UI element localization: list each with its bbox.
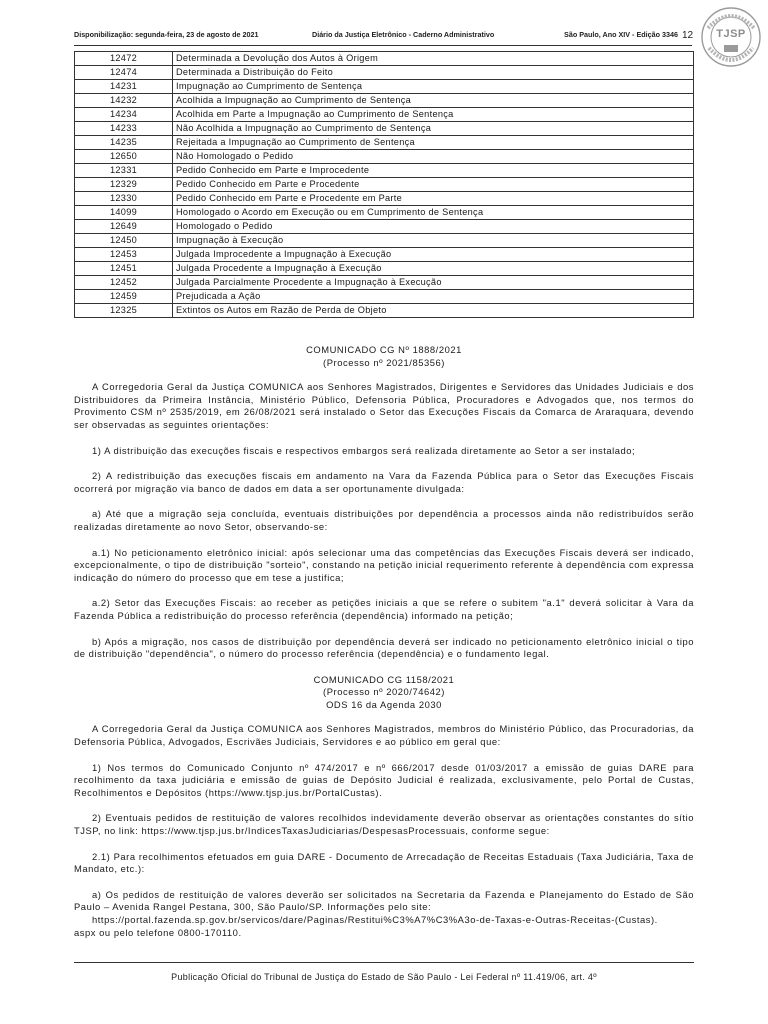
journal-name: Diário da Justiça Eletrônico - Caderno Administrativo: [312, 30, 495, 39]
table-row: [75, 290, 694, 304]
movement-code: 12649: [75, 220, 173, 234]
movement-description: Rejeitada a Impugnação ao Cumprimento de Sentença: [173, 136, 694, 150]
movement-code: 14234: [75, 108, 173, 122]
movement-description: Extintos os Autos em Razão de Perda de Objeto: [173, 304, 694, 318]
communique-2-title: COMUNICADO CG 1158/2021: [313, 673, 455, 685]
movement-description: Acolhida em Parte a Impugnação ao Cumprimento de Sentença: [173, 108, 694, 122]
paragraph: A Corregedoria Geral da Justiça COMUNICA aos Senhores Magistrados, Dirigentes e Servidores das Unidades Judiciais e dos Distribuidores da Primeira Instância, Ministério Público, Defensoria Pública, Procuradores e Advogados que, nos termos do Provimento CSM nº 2535/2019, em 26/08/2021 será instalado o Setor das Execuções Fiscais da Comarca de Araraquara, devendo ser observadas as seguintes orientações:: [74, 381, 694, 430]
paragraph: 1) A distribuição das execuções fiscais e respectivos embargos será realizada diretamente ao Setor a ser instalado;: [92, 444, 636, 456]
table-row: [75, 66, 694, 80]
movement-code: 14235: [75, 136, 173, 150]
movement-description: Determinada a Distribuição do Feito: [173, 66, 694, 80]
movement-codes-table: [74, 51, 694, 318]
paragraph: b) Após a migração, nos casos de distribuição por dependência deverá ser indicado no peticionamento eletrônico inicial o tipo de distribuição "dependência", o número do processo referência (dependência) e o fundamento legal.: [74, 635, 694, 660]
digital-signature-seal: [700, 6, 762, 68]
table-row: [75, 122, 694, 136]
movement-description: Impugnação ao Cumprimento de Sentença: [173, 80, 694, 94]
footer-divider: [74, 962, 694, 963]
restitution-url: https://portal.fazenda.sp.gov.br/servicos/dare/Paginas/Restitui%C3%A7%C3%A3o-de-Taxas-e-Outras-Receitas-(Custas).: [92, 914, 658, 925]
movement-description: Não Acolhida a Impugnação ao Cumprimento de Sentença: [173, 122, 694, 136]
communique-1-title: COMUNICADO CG Nº 1888/2021: [306, 344, 462, 355]
movement-code: 14233: [75, 122, 173, 136]
movement-code: 14232: [75, 94, 173, 108]
page-footer: Publicação Oficial do Tribunal de Justiça do Estado de São Paulo - Lei Federal nº 11.419/06, art. 4º: [171, 972, 597, 982]
table-row: [75, 248, 694, 262]
paragraph: 2.1) Para recolhimentos efetuados em guia DARE - Documento de Arrecadação de Receitas Estaduais (Taxa Judiciária, Taxa de Mandato, etc.):: [74, 850, 694, 875]
edition-info: São Paulo, Ano XIV - Edição 3346: [564, 30, 678, 39]
movement-description: Julgada Parcialmente Procedente a Impugnação à Execução: [173, 276, 694, 290]
table-row: [75, 220, 694, 234]
movement-description: Impugnação à Execução: [173, 234, 694, 248]
table-row: [75, 178, 694, 192]
table-row: [75, 52, 694, 66]
header-divider: [74, 45, 692, 46]
movement-code: 12474: [75, 66, 173, 80]
page-number: 12: [682, 30, 694, 41]
table-row: [75, 192, 694, 206]
paragraph: 2) A redistribuição das execuções fiscais em andamento na Vara da Fazenda Pública para o Setor das Execuções Fiscais ocorrerá por migração via banco de dados em data a ser oportunamente divulgada:: [74, 470, 694, 494]
table-row: [75, 136, 694, 150]
paragraph: 2) Eventuais pedidos de restituição de valores recolhidos indevidamente deverão observar as orientações constantes do sítio TJSP, no link: https://www.tjsp.jus.br/IndicesTaxasJudiciarias/DespesasProcessuais, conforme segue:: [74, 812, 694, 837]
paragraph: A Corregedoria Geral da Justiça COMUNICA aos Senhores Magistrados, membros do Ministério Público, das Procuradorias, da Defensoria Pública, Advogados, Escrivães Judiciais, Servidores e ao público em geral que:: [74, 723, 694, 748]
table-row: [75, 262, 694, 276]
movement-code: 14231: [75, 80, 173, 94]
movement-code: 12452: [75, 276, 173, 290]
communique-2-ods: ODS 16 da Agenda 2030: [326, 698, 442, 710]
movement-description: Homologado o Acordo em Execução ou em Cumprimento de Sentença: [173, 206, 694, 220]
restitution-phone: aspx ou pelo telefone 0800-170110.: [74, 926, 242, 938]
movement-code: 12453: [75, 248, 173, 262]
page-header: [74, 28, 692, 42]
movement-description: Prejudicada a Ação: [173, 290, 694, 304]
paragraph: a) Os pedidos de restituição de valores deverão ser solicitados na Secretaria da Fazenda e Planejamento do Estado de São Paulo – Avenida Rangel Pestana, 300, São Paulo/SP. Informações pelo site:: [74, 888, 694, 913]
movement-description: Pedido Conhecido em Parte e Procedente: [173, 178, 694, 192]
table-row: [75, 150, 694, 164]
movement-code: 12329: [75, 178, 173, 192]
seal-label: TJSP: [716, 28, 746, 40]
paragraph: a.2) Setor das Execuções Fiscais: ao receber as petições iniciais a que se refere o subitem "a.1" deverá solicitar à Vara da Fazenda Pública a redistribuição do processo referência (dependência) informado na petição;: [74, 597, 694, 621]
movement-description: Julgada Procedente a Impugnação à Execução: [173, 262, 694, 276]
movement-description: Acolhida a Impugnação ao Cumprimento de Sentença: [173, 94, 694, 108]
table-row: [75, 234, 694, 248]
table-row: [75, 206, 694, 220]
table-row: [75, 304, 694, 318]
paragraph: a.1) No peticionamento eletrônico inicial: após selecionar uma das competências das Execuções Fiscais deverá ser indicado, excepcionalmente, o tipo de distribuição "sorteio", constando na petição inicial requerimento referente à dependência com expressa indicação do número do processo que em tese a justifica;: [74, 546, 694, 583]
movement-code: 14099: [75, 206, 173, 220]
table-row: [75, 276, 694, 290]
paragraph: a) Até que a migração seja concluída, eventuais distribuições por dependência a processos ainda não redistribuídos serão realizadas diretamente ao novo Setor, observando-se:: [74, 508, 694, 532]
publication-date: Disponibilização: segunda-feira, 23 de agosto de 2021: [74, 30, 259, 39]
table-row: [75, 94, 694, 108]
communique-1-heading: [74, 344, 694, 369]
table-row: [75, 108, 694, 122]
movement-description: Não Homologado o Pedido: [173, 150, 694, 164]
movement-description: Pedido Conhecido em Parte e Improcedente: [173, 164, 694, 178]
movement-code: 12451: [75, 262, 173, 276]
communique-1-process: (Processo nº 2021/85356): [323, 356, 445, 368]
movement-code: 12450: [75, 234, 173, 248]
movement-code: 12650: [75, 150, 173, 164]
movement-description: Pedido Conhecido em Parte e Procedente em Parte: [173, 192, 694, 206]
movement-code: 12472: [75, 52, 173, 66]
movement-description: Homologado o Pedido: [173, 220, 694, 234]
movement-description: Determinada a Devolução dos Autos à Origem: [173, 52, 694, 66]
movement-code: 12325: [75, 304, 173, 318]
table-row: [75, 164, 694, 178]
movement-code: 12459: [75, 290, 173, 304]
movement-code: 12331: [75, 164, 173, 178]
document-body: [74, 344, 694, 939]
paragraph: 1) Nos termos do Comunicado Conjunto nº 474/2017 e nº 666/2017 desde 01/03/2017 a emissão de guias DARE para recolhimento da taxa judiciária e emissão de guias de Depósito Judicial é realizada, exclusivamente, pelo Portal de Custas, Recolhimentos e Depósitos (https://www.tjsp.jus.br/PortalCustas).: [74, 761, 694, 798]
communique-2-heading: [74, 674, 694, 712]
movement-description: Julgada Improcedente a Impugnação à Execução: [173, 248, 694, 262]
table-row: [75, 80, 694, 94]
movement-code: 12330: [75, 192, 173, 206]
communique-2-process: (Processo nº 2020/74642): [323, 686, 445, 698]
